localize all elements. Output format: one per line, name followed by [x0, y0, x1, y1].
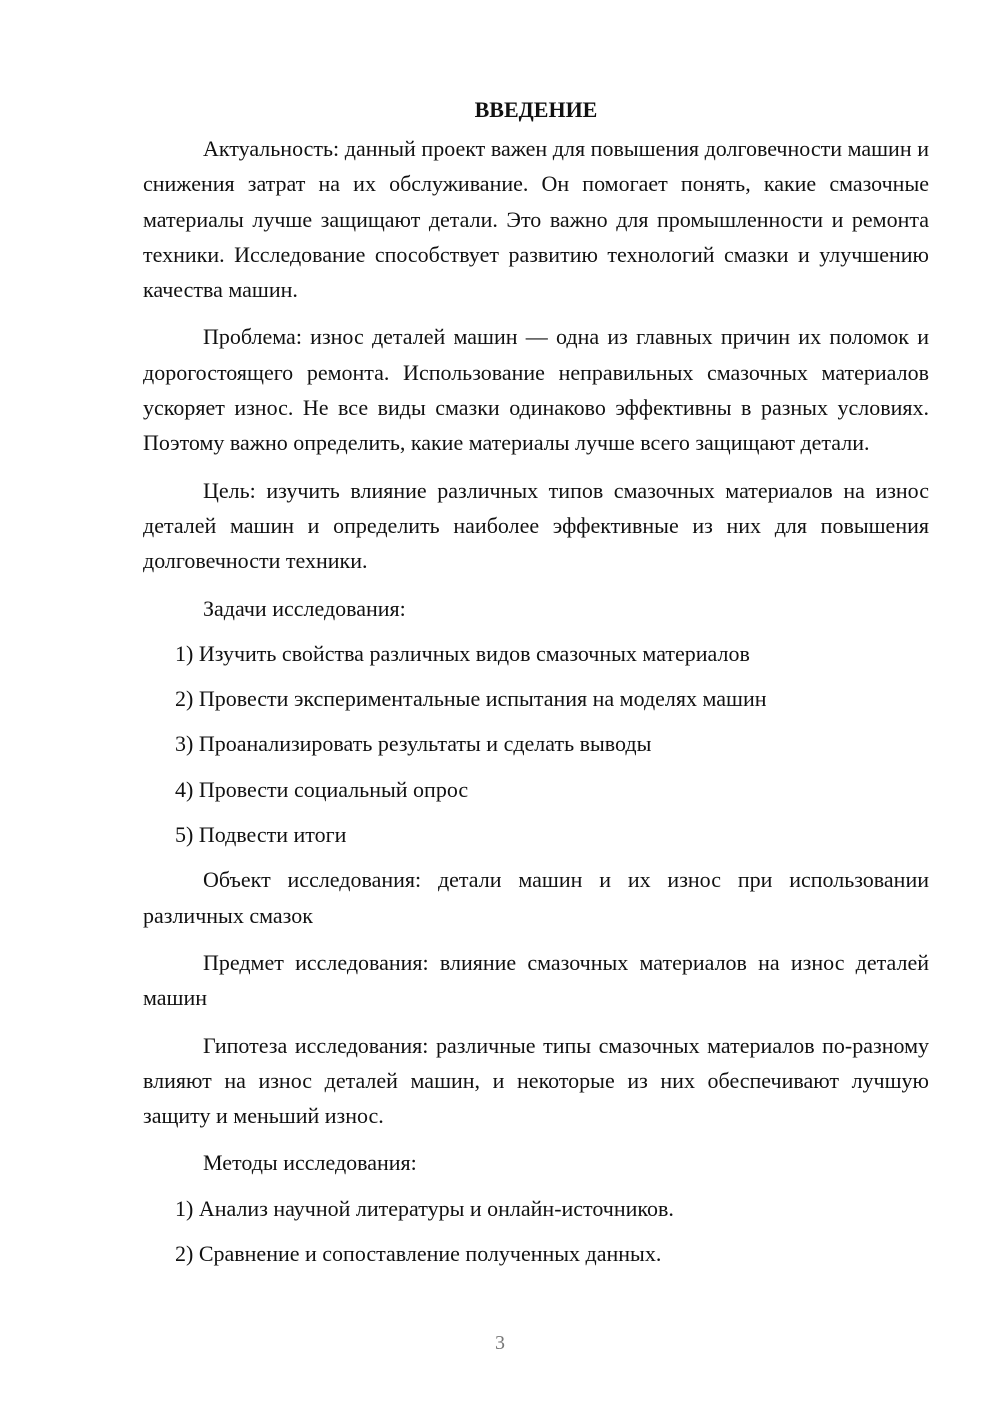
page-number: 3	[495, 1332, 505, 1354]
methods-title: Методы исследования:	[203, 1150, 417, 1176]
subject-paragraph: Предмет исследования: влияние смазочных материалов на износ деталей машин	[143, 949, 929, 1011]
section-heading: ВВЕДЕНИЕ	[474, 97, 598, 122]
task-item: 1) Изучить свойства различных видов смазочных материалов	[175, 640, 750, 666]
goal-paragraph: Цель: изучить влияние различных типов смазочных материалов на износ деталей машин и определить наиболее эффективные из них для повышения долговечности техники.	[143, 477, 929, 574]
task-item: 3) Проанализировать результаты и сделать выводы	[175, 731, 652, 757]
hypothesis-paragraph: Гипотеза исследования: различные типы смазочных материалов по-разному влияют на износ деталей машин, и некоторые из них обеспечивают лучшую защиту и меньший износ.	[143, 1032, 929, 1129]
relevance-paragraph: Актуальность: данный проект важен для повышения долговечности машин и снижения затрат на их обслуживание. Он помогает понять, какие смазочные материалы лучше защищают детали. Это важно для промышленности и ремонта техники. Исследование способствует развитию технологий смазки и улучшению качества машин.	[143, 136, 929, 303]
object-paragraph: Объект исследования: детали машин и их износ при использовании различных смазок	[143, 867, 929, 928]
method-item: 2) Сравнение и сопоставление полученных данных.	[175, 1241, 662, 1267]
tasks-title: Задачи исследования:	[203, 595, 406, 621]
task-item: 5) Подвести итоги	[175, 822, 347, 848]
page-content	[143, 92, 929, 1281]
task-item: 4) Провести социальный опрос	[175, 776, 469, 802]
method-item: 1) Анализ научной литературы и онлайн-источников.	[175, 1195, 674, 1221]
problem-paragraph: Проблема: износ деталей машин — одна из главных причин их поломок и дорогостоящего ремонта. Использование неправильных смазочных материалов ускоряет износ. Не все виды смазки одинаково эффективны в разных условиях. Поэтому важно определить, какие материалы лучше всего защищают детали.	[143, 324, 929, 456]
task-item: 2) Провести экспериментальные испытания на моделях машин	[175, 686, 767, 712]
